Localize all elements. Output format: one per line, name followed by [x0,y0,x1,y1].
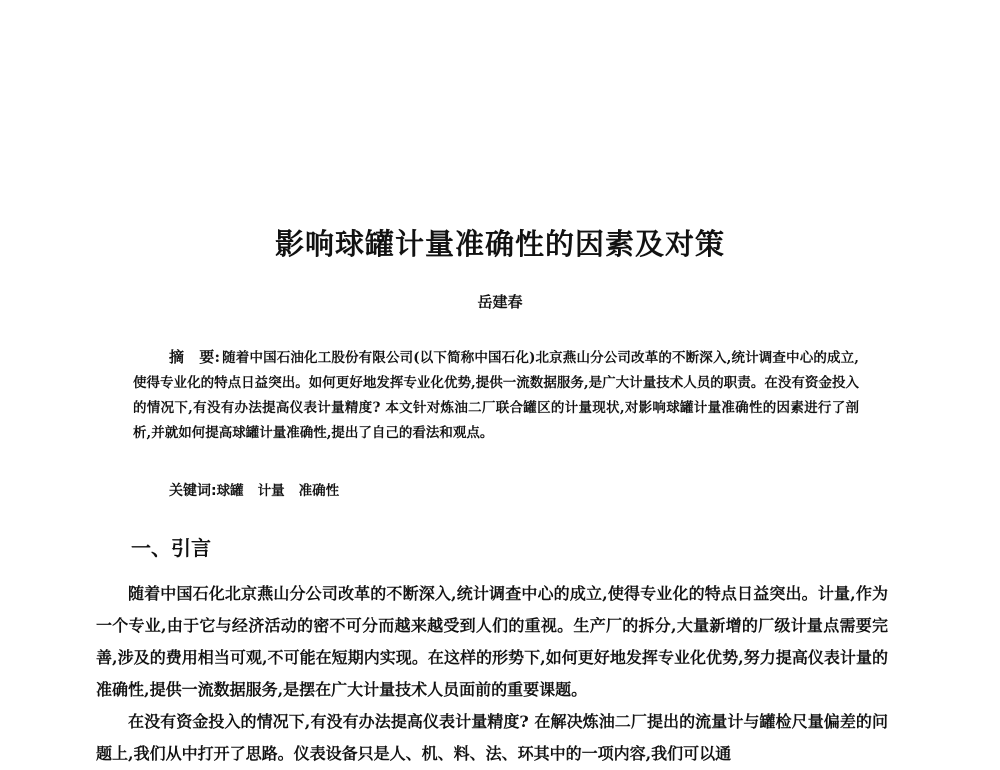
abstract [133,345,859,446]
keyword-item: 计量 [257,483,285,499]
body-paragraph: 随着中国石化北京燕山分公司改革的不断深入,统计调查中心的成立,使得专业化的特点日益突出。计量,作为一个专业,由于它与经济活动的密不可分而越来越受到人们的重视。生产厂的拆分,大量新增的厂级计量点需要完善,涉及的费用相当可观,不可能在短期内实现。在这样的形势下,如何更好地发挥专业化优势,努力提高仪表计量的准确性,提供一流数据服务,是摆在广大计量技术人员面前的重要课题。 [96,584,888,699]
section-heading-introduction: 一、引言 [131,536,211,560]
paper-title: 影响球罐计量准确性的因素及对策 [274,227,725,261]
abstract-label: 摘 要: [169,348,220,366]
keywords-label: 关键词: [169,483,217,499]
keyword-item: 球罐 [216,483,244,499]
body-paragraph: 在没有资金投入的情况下,有没有办法提高仪表计量精度? 在解决炼油二厂提出的流量计与罐检尺量偏差的问题上,我们从中打开了思路。仪表设备只是人、机、料、法、环其中的一项内容,我们可以通 [96,712,888,763]
keywords [169,479,859,504]
keyword-item: 准确性 [298,483,340,499]
abstract-text: 随着中国石油化工股份有限公司(以下简称中国石化)北京燕山分公司改革的不断深入,统计调查中心的成立,使得专业化的特点日益突出。如何更好地发挥专业化优势,提供一流数据服务,是广大计量技术人员的职责。在没有资金投入的情况下,有没有办法提高仪表计量精度? 本文针对炼油二厂联合罐区的计量现状,对影响球罐计量准确性的因素进行了剖析,并就如何提高球罐计量准确性,提出了自己的看法和观点。 [133,350,859,441]
section-body [96,578,888,770]
paper-author: 岳建春 [477,293,523,311]
